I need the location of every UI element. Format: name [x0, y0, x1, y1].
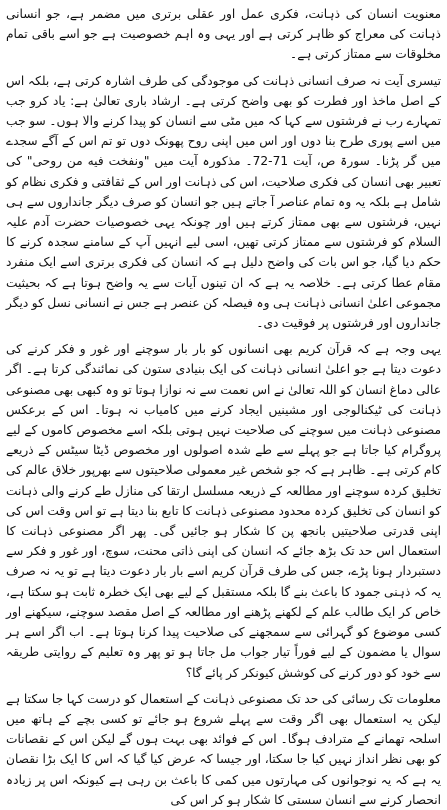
paragraph-quran-reflection: یہی وجہ ہے کہ قرآن کریم بھی انسانوں کو بار بار سوچنے اور غور و فکر کرنے کی دعوت دیتا ہے جو اعلیٰ انسانی ذہانت کی ایک بنیادی ستون کی نمائندگی کرتا ہے۔ اگر عالی دماغ انسان کو اللہ تعالیٰ نے اس نعمت سے نہ نوازا ہوتا تو وہ کبھی بھی مصنوعی ذہانت کی ٹیکنالوجی اور مشینیں ایجاد کرنے میں کامیاب نہ ہوتا۔ اس کے برعکس مصنوعی ذہانت میں سوچنے کی صلاحیت نہیں ہوتی بلکہ اسے مخصوص کاموں کے لیے پروگرام کیا جاتا ہے جو پہلے سے طے شدہ اصولوں اور مخصوص ڈیٹا سیٹس کے ذریعے کام کرتی ہے۔ ظاہر ہے کہ جو شخص غیر معمولی صلاحیتوں سے بھرپور خلاق عالم کی تخلیق کردہ سوچنے اور مطالعہ کے ذریعہ مسلسل ارتقا کی منازل طے کرنے والی ذہانت کو انسان کی تخلیق کردہ محدود مصنوعی ذہانت کا تابع بنا دیتا ہے تو اس وقت اس کی اپنی قدرتی صلاحیتیں بانجھ پن کا شکار ہو جائیں گی۔ پھر اگر مصنوعی ذہانت کا استعمال اس حد تک بڑھ جائے کہ انسان کی اپنی ذاتی محنت، سوچ، اور غور و فکر سے دستبردار ہونا پڑے، جس کی طرف قرآن کریم اسے بار بار دعوت دیتا ہے تو یہ نہ صرف یہ کہ ذہنی جمود کا باعث بنے گا بلکہ مستقبل کے لیے بھی ایک خطرہ ثابت ہو سکتا ہے، خاص کر ایک طالب علم کے لکھنے پڑھنے اور مطالعہ کے اصل مقصد سوچنے، سیکھنے اور کسی موضوع کو گہرائی سے سمجھنے کی صلاحیت پیدا کرنا ہوتا ہے۔ اب اگر اسے ہر سوال یا مضمون کے لیے فوراً تیار جواب مل جاتا ہو تو پھر وہ تعلیم کے روایتی طریقہ سے خود کو دور کرنے کی کوشش کیونکر کر پائے گا؟: [6, 342, 441, 680]
paragraph-information-access: معلومات تک رسائی کی حد تک مصنوعی ذہانت کے استعمال کو درست کہا جا سکتا ہے لیکن یہ استعمال بھی اگر وقت سے پہلے شروع ہو جائے تو کسی بچے کے ہاتھ میں اسلحہ تھمانے کے مترادف ہوگا۔ اس کے فوائد بھی بہت ہوں گے لیکن اس کے نقصانات کو بھی نظر انداز نہیں کیا جا سکتا، اور جیسا کہ عرض کیا گیا کہ اس کا ایک بڑا نقصان یہ ہے کہ یہ نوجوانوں کی مہارتوں میں کمی کا باعث بن رہی ہے کیونکہ اس پر زیادہ انحصار کرنے سے انسان سستی کا شکار ہو کر اس کی: [6, 691, 441, 807]
paragraph-spirituality: معنویت انسان کی ذہانت، فکری عمل اور عقلی برتری میں مضمر ہے، جو انسانی ذہانت کی معراج کو ظاہر کرتی ہے اور یہی وہ اہم خصوصیت ہے جو اسے باقی تمام مخلوقات سے ممتاز کرتی ہے۔: [6, 7, 441, 62]
paragraph-third-verse: تیسری آیت نہ صرف انسانی ذہانت کی موجودگی کی طرف اشارہ کرتی ہے، بلکہ اس کے اصل ماخذ اور فطرت کو بھی واضح کرتی ہے۔ ارشاد باری تعالیٰ ہے: یاد کرو جب تمہارے رب نے فرشتوں سے کہا کہ میں مٹی سے انسان کو پیدا کرنے والا ہوں۔ سو جب میں اسے پوری طرح بنا دوں اور اس میں اپنی روح پھونک دوں تو تم اس کے آگے سجدے میں گر پڑنا۔ سورۃ ص، آیت 71-72۔ مذکورہ آیت میں "ونفخت فیه من روحی" کی تعبیر بھی انسان کی فکری صلاحیت، اس کی ذہانت اور اس کے ثقافتی و فکری نظام کو شامل ہے بلکہ یہ وہ تمام عناصر آ جاتے ہیں جو انسان کو صرف دیگر جانداروں سے ہی نہیں، فرشتوں سے بھی ممتاز کرتے ہیں اور چونکہ یہی خصوصیات حضرت آدم علیہ السلام کو فرشتوں سے ممتاز کرتی تھیں، اسی لیے انہیں آپ کے سامنے سجدہ کرنے کا حکم دیا گیا، جو اس بات کی واضح دلیل ہے کہ انسان کی فکری برتری اسے ایک منفرد مقام عطا کرتی ہے۔ خلاصہ یہ ہے کہ ان تینوں آیات سے یہ واضح ہوتا ہے کہ بحیثیت مجموعی اعلیٰ انسانی ذہانت ہی وہ فیصلہ کن عنصر ہے جس نے انسانی نسل کو دیگر جانداروں اور فرشتوں پر فوقیت دی۔: [6, 73, 441, 331]
